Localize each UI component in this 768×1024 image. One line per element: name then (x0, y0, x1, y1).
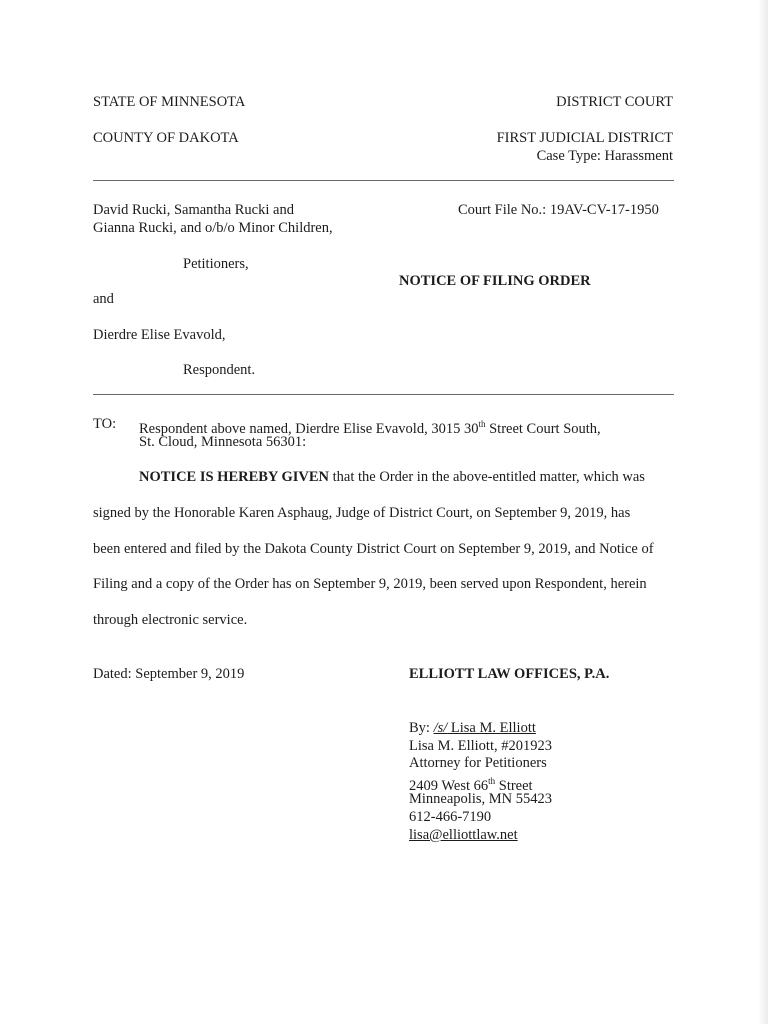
address-street: 2409 West 66th Street (409, 776, 533, 794)
to-label: TO: (93, 416, 117, 432)
to-address-line-2: St. Cloud, Minnesota 56301: (139, 434, 307, 450)
phone-number: 612-466-7190 (409, 809, 492, 825)
caption-bottom-rule (93, 394, 674, 395)
petitioners-line-2: Gianna Rucki, and o/b/o Minor Children, (93, 220, 333, 236)
dated-line: Dated: September 9, 2019 (93, 666, 245, 682)
district-heading: FIRST JUDICIAL DISTRICT (496, 130, 673, 146)
body-line-5: through electronic service. (93, 612, 248, 628)
body-line-3: been entered and filed by the Dakota County District Court on September 9, 2019, and Notice of (93, 541, 654, 557)
attorney-name: Lisa M. Elliott, #201923 (409, 738, 552, 754)
respondent-name: Dierdre Elise Evavold, (93, 327, 226, 343)
case-type: Case Type: Harassment (536, 148, 673, 164)
court-heading: DISTRICT COURT (556, 94, 673, 110)
electronic-signature: /s/ (433, 720, 448, 736)
body-line-2: signed by the Honorable Karen Asphaug, Judge of District Court, on September 9, 2019, has (93, 505, 631, 521)
firm-name: ELLIOTT LAW OFFICES, P.A. (409, 666, 610, 682)
court-file-number: Court File No.: 19AV-CV-17-1950 (458, 202, 659, 218)
email-link[interactable]: lisa@elliottlaw.net (409, 827, 518, 843)
document-title: NOTICE OF FILING ORDER (399, 273, 591, 289)
respondent-label: Respondent. (183, 362, 256, 378)
body-line-4: Filing and a copy of the Order has on September 9, 2019, been served upon Respondent, herein (93, 576, 647, 592)
and-text: and (93, 291, 114, 307)
address-city: Minneapolis, MN 55423 (409, 791, 552, 807)
attorney-title: Attorney for Petitioners (409, 755, 547, 771)
petitioners-line-1: David Rucki, Samantha Rucki and (93, 202, 294, 218)
state-heading: STATE OF MINNESOTA (93, 94, 246, 110)
to-address-line-1: Respondent above named, Dierdre Elise Evavold, 3015 30th Street Court South, (139, 419, 601, 437)
body-line-1: NOTICE IS HEREBY GIVEN that the Order in the above-entitled matter, which was (139, 469, 645, 485)
scan-edge-shadow (758, 0, 768, 1024)
petitioners-label: Petitioners, (183, 256, 249, 272)
signature-by-line: By: /s/ Lisa M. Elliott (409, 720, 536, 736)
county-heading: COUNTY OF DAKOTA (93, 130, 239, 146)
caption-top-rule (93, 180, 674, 181)
